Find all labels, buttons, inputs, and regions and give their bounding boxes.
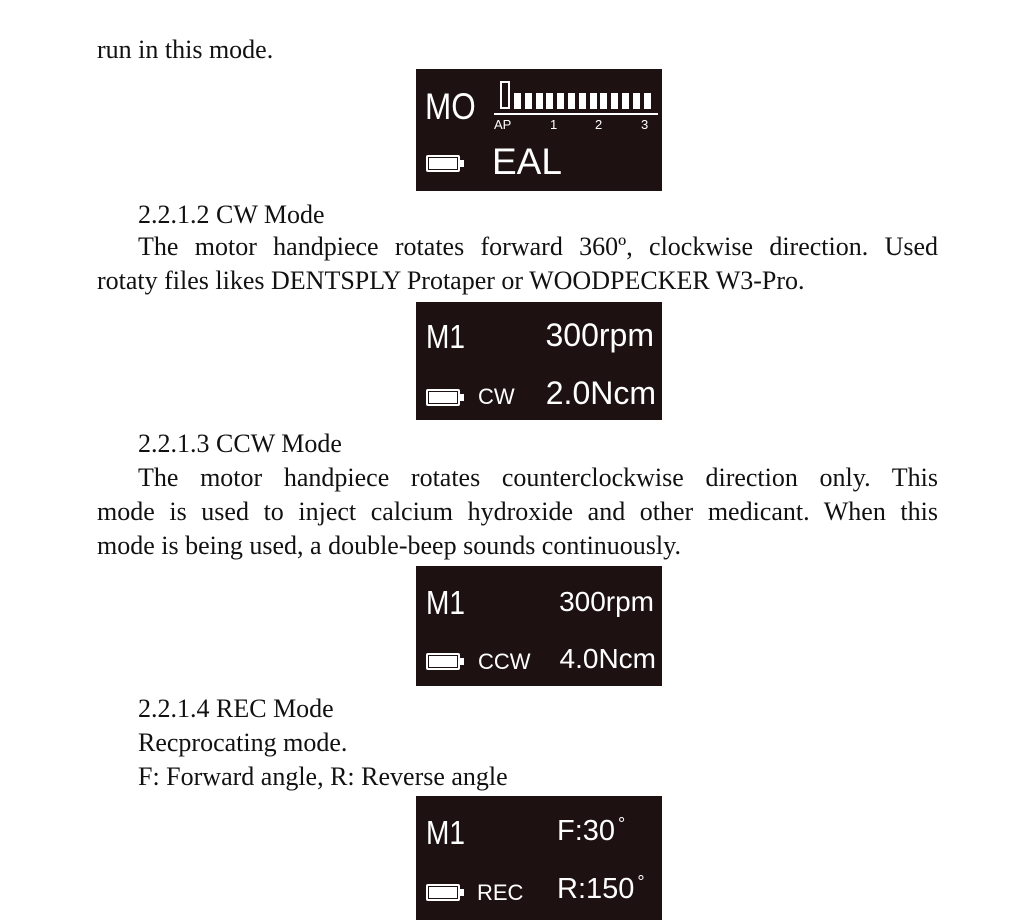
scale-label-3: 3 <box>641 117 649 132</box>
degree-symbol: ° <box>618 814 626 834</box>
battery-icon <box>426 884 464 901</box>
mode-label: M1 <box>426 814 465 851</box>
mode-label: MO <box>425 86 476 127</box>
bar-segment <box>579 93 586 109</box>
section-ccw-line1: The motor handpiece rotates counterclockwise direction only. This <box>138 463 938 492</box>
display-mode-m0 <box>416 69 662 191</box>
battery-icon <box>426 389 464 406</box>
section-rec-line2: F: Forward angle, R: Reverse angle <box>138 762 508 791</box>
section-heading-cw: 2.2.1.2 CW Mode <box>138 200 325 229</box>
section-cw-line2: rotaty files likes DENTSPLY Protaper or WOODPECKER W3-Pro. <box>97 266 805 295</box>
bar-segment <box>600 93 607 109</box>
bar-segment <box>536 93 543 109</box>
section-heading-rec: 2.2.1.4 REC Mode <box>138 694 334 723</box>
mode-label: M1 <box>426 584 465 621</box>
direction-label: CCW <box>478 649 531 674</box>
bar-segment <box>557 93 564 109</box>
battery-icon <box>426 155 464 172</box>
speed-value: 300rpm <box>545 317 654 353</box>
scale-label-2: 2 <box>595 117 603 132</box>
section-heading-ccw: 2.2.1.3 CCW Mode <box>138 429 342 458</box>
bar-segment-outline <box>500 81 510 109</box>
canal-progress-bar <box>500 81 652 111</box>
scale-label-1: 1 <box>550 117 558 132</box>
status-label: EAL <box>492 141 562 182</box>
degree-symbol: ° <box>637 872 645 892</box>
display-rec-mode <box>416 796 662 920</box>
forward-angle <box>557 814 626 847</box>
bar-segment <box>525 93 532 109</box>
bar-segment <box>590 93 597 109</box>
section-rec-line1: Recprocating mode. <box>138 728 348 757</box>
scale-axis <box>494 113 658 115</box>
section-ccw-line2: mode is used to inject calcium hydroxide and other medicant. When this <box>97 497 938 526</box>
battery-icon <box>426 653 464 670</box>
reverse-angle <box>557 872 645 905</box>
bar-segment <box>568 93 575 109</box>
display-cw-mode <box>416 302 662 420</box>
bar-segment <box>633 93 640 109</box>
bar-segment <box>546 93 553 109</box>
direction-label: CW <box>478 384 515 409</box>
torque-value: 4.0Ncm <box>559 643 656 674</box>
section-ccw-line3: mode is being used, a double-beep sounds continuously. <box>97 531 681 560</box>
reverse-angle-value: R:150 <box>557 873 635 905</box>
bar-segment <box>644 93 651 109</box>
speed-value: 300rpm <box>559 586 654 617</box>
scale-label-ap: AP <box>494 117 512 132</box>
direction-label: REC <box>477 880 524 905</box>
display-ccw-mode <box>416 566 662 686</box>
bar-segment <box>514 93 521 109</box>
forward-angle-value: F:30 <box>557 815 616 847</box>
bar-segment <box>611 93 618 109</box>
bar-segment <box>622 93 629 109</box>
intro-text: run in this mode. <box>97 35 274 64</box>
torque-value: 2.0Ncm <box>545 375 656 411</box>
mode-label: M1 <box>426 318 465 355</box>
section-cw-line1: The motor handpiece rotates forward 360º, clockwise direction. Used <box>138 232 938 261</box>
